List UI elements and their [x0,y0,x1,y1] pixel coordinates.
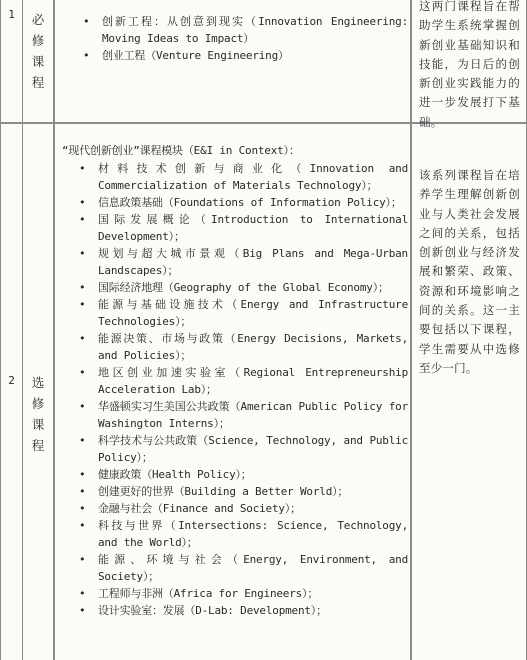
list-item: • 健康政策（Health Policy）； [76,466,408,483]
list-item: • 华盛顿实习生美国公共政策（American Public Policy for Washington Interns）； [76,398,408,432]
module-title: “现代创新创业”课程模块（E&I in Context）： [62,144,300,157]
course-type: 必 修 课 程 [31,12,45,90]
list-item: • 能源、环境与社会（Energy, Environment, and Society）； [76,551,408,585]
course-description: 这两门课程旨在帮助学生系统掌握创新创业基础知识和技能，为日后的创新创业实践能力的进一步发展打下基础。 [419,0,520,129]
list-item: • 创新工程：从创意到现实（Innovation Engineering: Moving Ideas to Impact） [80,13,408,47]
list-item: • 国际发展概论（Introduction to International Development）； [76,211,408,245]
row-number: 2 [8,374,15,387]
list-item: • 信息政策基础（Foundations of Information Policy）； [76,194,408,211]
list-item: • 创业工程（Venture Engineering） [80,47,408,64]
list-item: • 规划与超大城市景观（Big Plans and Mega-Urban Landscapes）； [76,245,408,279]
course-type: 选 修 课 程 [31,375,45,453]
list-item: • 金融与社会（Finance and Society）； [76,500,408,517]
column-divider [410,0,412,660]
course-list [56,142,408,619]
course-list [80,13,408,64]
table-border-left [0,0,1,660]
column-divider [22,0,23,660]
list-item: • 工程师与非洲（Africa for Engineers）； [76,585,408,602]
list-item: • 科技与世界（Intersections: Science, Technology, and the World）； [76,517,408,551]
column-divider [53,0,55,660]
list-item: • 创建更好的世界（Building a Better World）； [76,483,408,500]
list-item: • 能源与基础设施技术（Energy and Infrastructure Technologies）； [76,296,408,330]
list-item: • 能源决策、市场与政策（Energy Decisions, Markets, and Policies）； [76,330,408,364]
row-number: 1 [8,8,15,21]
list-item: • 材料技术创新与商业化（Innovation and Commercialization of Materials Technology）； [76,160,408,194]
list-item: • 地区创业加速实验室（Regional Entrepreneurship Acceleration Lab）； [76,364,408,398]
course-description: 该系列课程旨在培养学生理解创新创业与人类社会发展之间的关系，包括创新创业与经济发展和繁荣、政策、资源和环境影响之间的关系。这一主要包括以下课程，学生需要从中选修至少一门。 [419,168,520,375]
list-item: • 国际经济地理（Geography of the Global Economy）； [76,279,408,296]
list-item: • 科学技术与公共政策（Science, Technology, and Public Policy）； [76,432,408,466]
list-item: • 设计实验室：发展（D-Lab: Development）； [76,602,408,619]
